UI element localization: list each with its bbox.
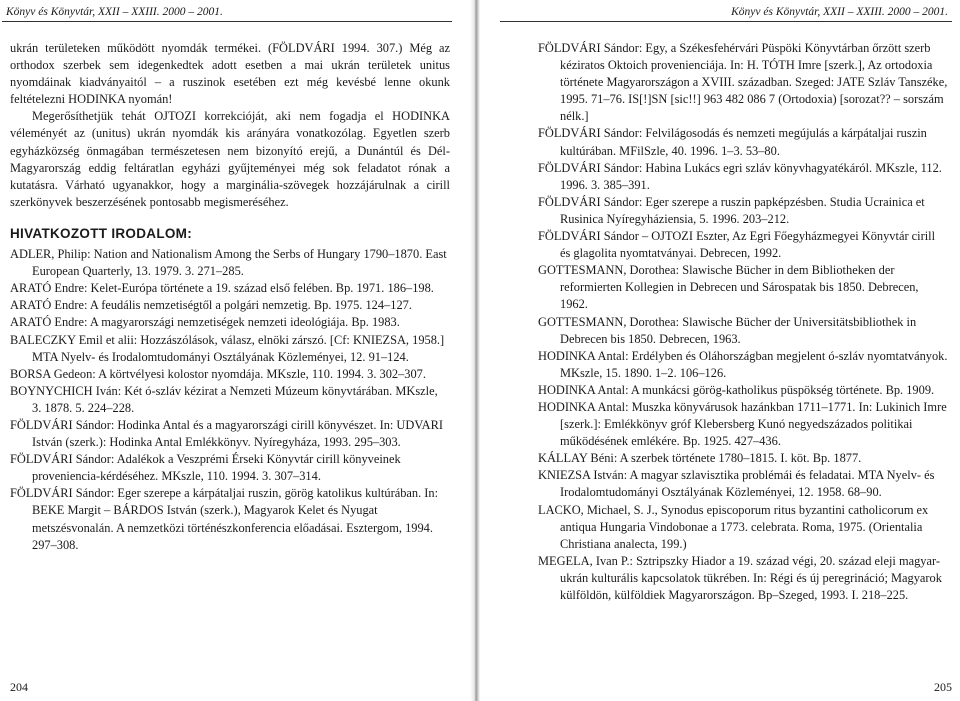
body-paragraph: Megerősíthetjük tehát OJTOZI korrekcióját, aki nem fogadja el HODINKA véleményét az (unitus) ukrán nyomdák kis arányára vonatkozólag. Egyetlen szerb egyházközség önmagában természetesen nem bizonyító erejű, a Dunántúl és Dél-Magyarország eddig feltáratlan egyházi gyűjteményei még sok feladatot rónak a kutatásra. Várható ugyanakkor, hogy a marginália-szövegek hozzájárulnak a cirill szerkönyvek beszerzésének pontosabb megismeréséhez.	[10, 109, 450, 209]
body-paragraph: ukrán területeken működött nyomdák termékei. (FÖLDVÁRI 1994. 307.) Még az orthodox szerbek sem idegenkedtek adott esetben a mai ukrán területek unitus nyomdáinak kiadványaitól – a ruszinok esetében ezt még kevésbé lenne okunk feltételezni HODINKA nyomán!	[10, 41, 450, 107]
reference-entry: HODINKA Antal: Muszka könyvárusok hazánkban 1711–1771. In: Lukinich Imre [szerk.]: Emlékkönyv gróf Klebersberg Kunó negyedszázados politikai működésének emlékére. Bp. 1925. 427–436.	[538, 399, 947, 449]
reference-entry: FÖLDVÁRI Sándor: Eger szerepe a kárpátaljai ruszin, görög katolikus kultúrában. In: BEKE Margit – BÁRDOS István (szerk.), Magyarok Kelet és Nyugat metszésvonalán. A nemzetközi történészkonferencia előadásai. Esztergom, 1994. 297–308.	[10, 486, 439, 552]
section-title: HIVATKOZOTT IRODALOM:	[10, 225, 193, 241]
reference-entry: BOYNYCHICH Iván: Két ó-szláv kézirat a Nemzeti Múzeum könyvtárában. MKszle, 3. 1878. 5. 224–228.	[10, 383, 438, 415]
reference-entry: HODINKA Antal: A munkácsi görög-katholikus püspökség története. Bp. 1909.	[538, 382, 935, 397]
reference-entry: FÖLDVÁRI Sándor: Hodinka Antal és a magyarországi cirill könyvészet. In: UDVARI István (szerk.): Hodinka Antal Emlékkönyv. Nyíregyháza, 1993. 295–303.	[10, 417, 444, 450]
header-rule	[500, 21, 952, 22]
reference-entry: GOTTESMANN, Dorothea: Slawische Bücher in dem Bibliotheken der reformierten Kollegien in Debrecen und Sárospatak bis 1850. Debrecen, 1962.	[538, 263, 919, 312]
reference-entry: FÖLDVÁRI Sándor: Felvilágosodás és nemzeti megújulás a kárpátaljai ruszin kultúrában. MFilSzle, 40. 1996. 1–3. 53–80.	[538, 126, 927, 158]
header-rule	[2, 21, 452, 22]
left-column	[10, 40, 450, 554]
left-page	[0, 0, 470, 701]
reference-entry: BORSA Gedeon: A körtvélyesi kolostor nyomdája. MKszle, 110. 1994. 3. 302–307.	[10, 366, 426, 381]
reference-entry: MEGELA, Ivan P.: Sztripszky Hiador a 19. század végi, 20. század eleji magyar-ukrán kulturális kapcsolatok tükrében. In: Régi és új peregrináció; Magyarok külföldön, külföldiek Magyarországon. Bp–Szeged, 1993. I. 218–225.	[538, 553, 942, 602]
reference-entry: LACKO, Michael, S. J., Synodus episcoporum ritus byzantini catholicorum ex antiqua Hungaria Vindobonae a 1773. celebrata. Roma, 1975. (Orientalia Christiana analecta, 199.)	[538, 502, 929, 551]
reference-entry: ADLER, Philip: Nation and Nationalism Among the Serbs of Hungary 1790–1870. East European Quarterly, 13. 1979. 3. 271–285.	[10, 247, 447, 279]
reference-entry: FÖLDVÁRI Sándor: Eger szerepe a ruszin papképzésben. Studia Ucrainica et Rusinica Nyíregyháziensia, 5. 1996. 203–212.	[538, 194, 925, 226]
right-column	[538, 40, 948, 604]
reference-entry: ARATÓ Endre: A feudális nemzetiségtől a polgári nemzetig. Bp. 1975. 124–127.	[10, 298, 412, 313]
page-number: 205	[934, 680, 952, 694]
reference-entry: FÖLDVÁRI Sándor: Egy, a Székesfehérvári Püspöki Könyvtárban őrzött szerb kéziratos Oktoich provenienciája. In: H. TÓTH Imre [szerk.], Az ortodoxia története Magyarországon a XVIII. században. Szeged: JATE Szláv Tanszéke, 1995. 71–76. IS[!]SN [sic!!] 963 482 086 7 (Ortodoxia) [sorozat?? – sorszám nélk.]	[538, 41, 948, 124]
reference-entry: ARATÓ Endre: Kelet-Európa története a 19. század első felében. Bp. 1971. 186–198.	[10, 281, 434, 296]
book-gutter	[470, 0, 480, 701]
reference-entry: KNIEZSA István: A magyar szlavisztika problémái és feladatai. MTA Nyelv- és Irodalomtudományi Osztályának Közleményei, 12. 1958. 68–90.	[538, 468, 935, 500]
running-header: Könyv és Könyvtár, XXII – XXIII. 2000 – 2001.	[6, 6, 223, 18]
running-header: Könyv és Könyvtár, XXII – XXIII. 2000 – 2001.	[731, 6, 948, 18]
right-page	[480, 0, 960, 701]
reference-entry: BALECZKY Emil et alii: Hozzászólások, válasz, elnöki zárszó. [Cf: KNIEZSA, 1958.] MTA Nyelv- és Irodalomtudományi Osztályának Közleményei, 12. 91–124.	[10, 332, 445, 364]
reference-entry: FÖLDVÁRI Sándor: Adalékok a Veszprémi Érseki Könyvtár cirill könyveinek proveniencia-kérdéséhez. MKszle, 110. 1994. 3. 307–314.	[10, 452, 401, 484]
reference-entry: GOTTESMANN, Dorothea: Slawische Bücher der Universitätsbibliothek in Debrecen bis 1850. Debrecen, 1963.	[538, 314, 917, 346]
reference-entry: ARATÓ Endre: A magyarországi nemzetiségek nemzeti ideológiája. Bp. 1983.	[10, 315, 400, 330]
reference-entry: HODINKA Antal: Erdélyben és Oláhországban megjelent ó-szláv nyomtatványok. MKszle, 15. 1890. 1–2. 106–126.	[538, 348, 948, 380]
reference-entry: KÁLLAY Béni: A szerbek története 1780–1815. I. köt. Bp. 1877.	[538, 451, 862, 466]
reference-entry: FÖLDVÁRI Sándor: Habina Lukács egri szláv könyvhagyatékáról. MKszle, 112. 1996. 3. 385–391.	[538, 160, 942, 192]
page-number: 204	[10, 680, 28, 694]
reference-entry: FÖLDVÁRI Sándor – OJTOZI Eszter, Az Egri Főegyházmegyei Könyvtár cirill és glagolita nyomtatványai. Debrecen, 1992.	[538, 229, 936, 261]
